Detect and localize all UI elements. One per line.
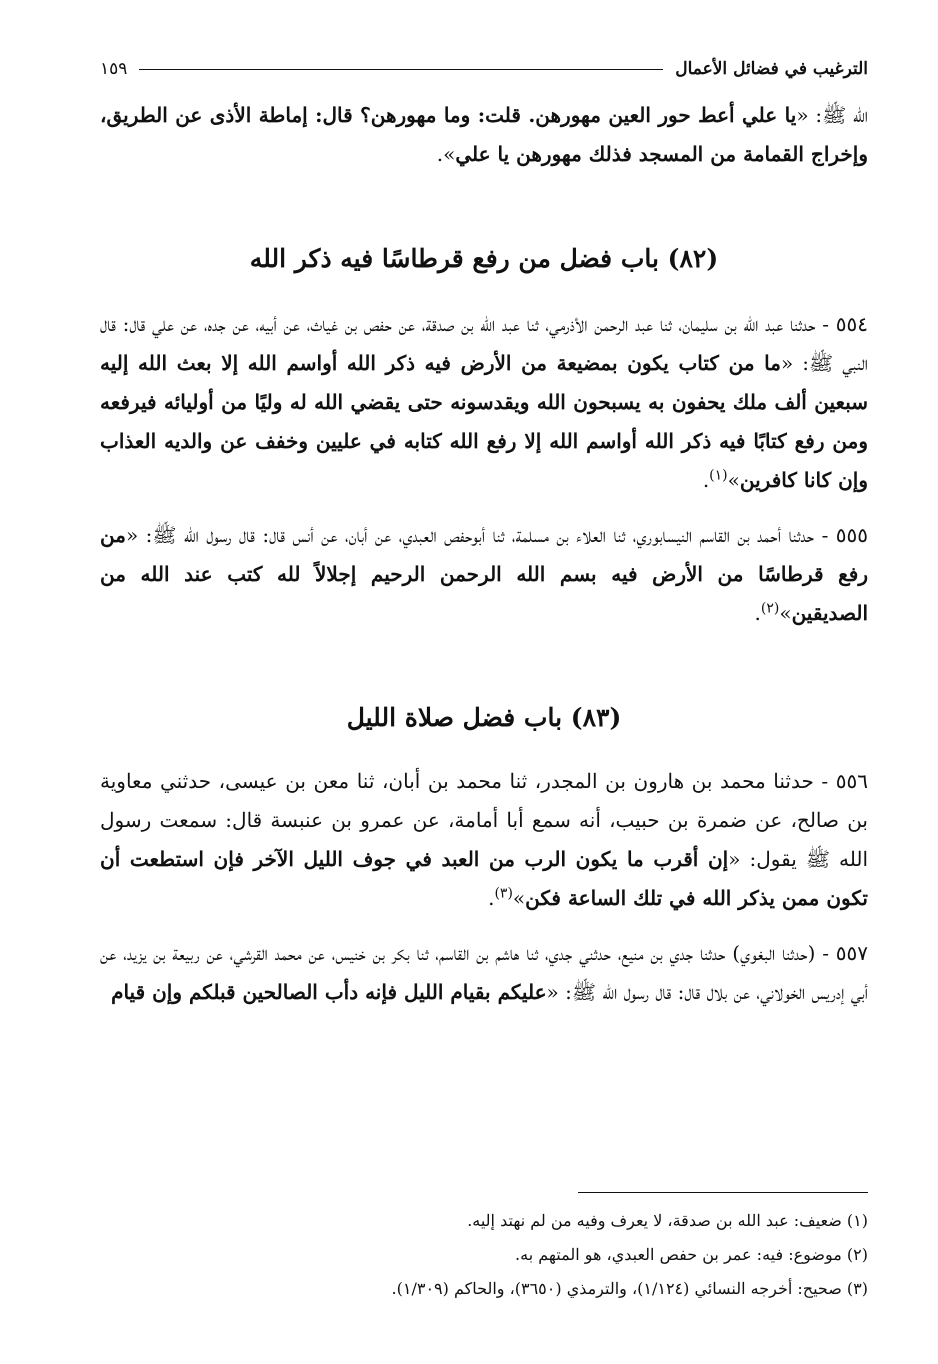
book-page (100, 52, 868, 1344)
spacer (100, 500, 868, 516)
hadith-557 (100, 934, 868, 1012)
hadith-556 (100, 762, 868, 918)
chapter-heading-82: (٨٢) باب فضل من رفع قرطاسًا فيه ذكر الله (249, 244, 719, 273)
page-number: ١٥٩ (100, 59, 128, 79)
isnad-text: ٥٥٧ - (حدثنا البغوي) حدثنا جدي بن منيع، حدثني جدي، ثنا هاشم بن القاسم، ثنا بكر بن خنيس، عن محمد القرشي، عن ربيعة بن يزيد، عن أبي إدريس الخولاني، عن بلال قال: قال رسول الله ﷺ: « (100, 941, 868, 1004)
text-run: ». (436, 142, 456, 166)
text-run: الله ﷺ: « (796, 103, 869, 127)
hadith-text: عليكم بقيام الليل فإنه دأب الصالحين قبلكم وإن قيام (111, 980, 547, 1004)
footnote-ref[interactable]: (٢) (760, 600, 780, 617)
footnotes (100, 1204, 868, 1306)
hadith-text: من رفع قرطاسًا من الأرض فيه بسم الله الرحمن الرحيم إجلالاً لله كتب عند الله من الصديقين (100, 523, 869, 625)
hadith-text: يا علي أعط حور العين مهورهن. قلت: وما مهورهن؟ قال: إماطة الأذى عن الطريق، وإخراج القمامة من المسجد فذلك مهورهن يا علي (100, 103, 868, 166)
footnote-ref[interactable]: (٣) (494, 885, 513, 902)
text-run: » (779, 601, 792, 625)
isnad-text: ٥٥٦ - حدثنا محمد بن هارون بن المجدر، ثنا محمد بن أبان، ثنا معن بن عيسى، حدثني معاوية بن صالح، عن ضمرة بن حبيب، أنه سمع أبا أمامة، عن عمرو بن عنبسة قال: سمعت رسول الله ﷺ يقول: « (100, 769, 868, 871)
text-run: . (754, 601, 761, 625)
footnote-1: (١) ضعيف: عبد الله بن صدقة، لا يعرف وفيه من لم نهتد إليه. (467, 1211, 868, 1230)
spacer (100, 918, 868, 934)
isnad-text: ٥٥٥ - حدثنا أحمد بن القاسم النيسابوري، ثنا العلاء بن مسلمة، ثنا أبوحفص العبدي، عن أبان، عن أنس قال: قال رسول الله ﷺ: « (125, 523, 868, 547)
hadith-text: ما من كتاب يكون بمضيعة من الأرض فيه ذكر الله أواسم الله إلا بعث الله إليه سبعين ألف ملك يحفون به يسبحون الله ويقدسونه حتى يقضي الله له وليًا من أوليائه فيرفعه ومن رفع كتابًا فيه ذكر الله أواسم الله إلا رفع الله كتابه في عليين وخفف عن والديه العذاب وإن كانا كافرين (100, 351, 868, 492)
running-header (100, 52, 868, 86)
hadith-554 (100, 305, 868, 500)
footnote-3: (٣) صحيح: أخرجه النسائي (١/١٢٤)، والترمذي (٣٦٥٠)، والحاكم (١/٣٠٩). (391, 1279, 868, 1298)
hadith-text: إن أقرب ما يكون الرب من العبد في جوف الليل الآخر فإن استطعت أن تكون ممن يذكر الله في تلك الساعة فكن (100, 847, 868, 910)
footnote-ref[interactable]: (١) (709, 467, 728, 484)
text-run: » (727, 468, 740, 492)
continued-paragraph (100, 96, 868, 174)
header-rule (139, 69, 663, 70)
footnote-rule (578, 1192, 868, 1193)
text-run: . (488, 886, 495, 910)
footnote-2: (٢) موضوع: فيه: عمر بن حفص العبدي، هو المتهم به. (515, 1245, 868, 1264)
text-run: » (512, 886, 526, 910)
chapter-heading-83: (٨٣) باب فضل صلاة الليل (346, 703, 622, 732)
text-run: . (702, 468, 710, 492)
hadith-555 (100, 516, 868, 633)
isnad-text: ٥٥٤ - حدثنا عبد الله بن سليمان، ثنا عبد الرحمن الأذرمي، ثنا عبد الله بن صدقة، عن حفص بن غياث، عن أبيه، عن جده، عن علي قال: قال النبي ﷺ: « (100, 312, 868, 375)
book-title: الترغيب في فضائل الأعمال (675, 59, 868, 79)
